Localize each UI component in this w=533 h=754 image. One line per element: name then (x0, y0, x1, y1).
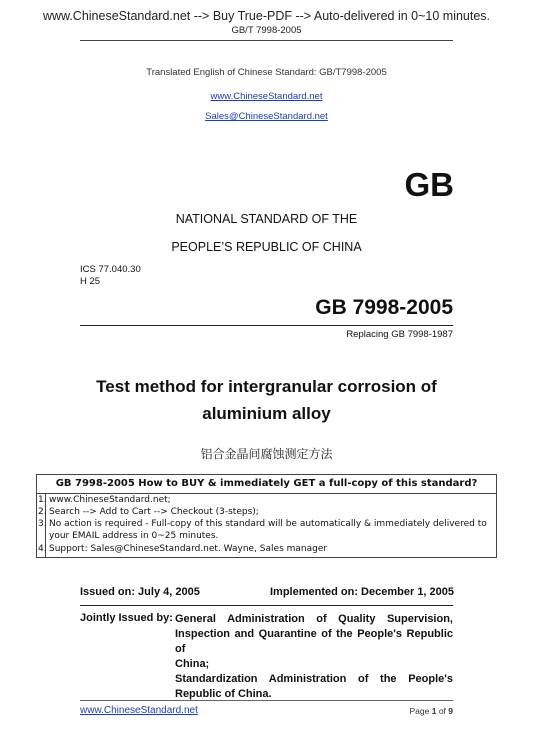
standard-divider (80, 325, 453, 326)
document-title-line2: aluminium alloy (202, 404, 331, 423)
replacing-note: Replacing GB 7998-1987 (346, 329, 453, 340)
page-prefix: Page (409, 706, 432, 716)
step-text: Support: Sales@ChineseStandard.net. Wayne, Sales manager (49, 544, 328, 554)
national-standard-line1: NATIONAL STANDARD OF THE (175, 212, 358, 226)
issuer-line: General Administration of Quality Supervision, (175, 613, 453, 625)
step-text: No action is required - Full-copy of this standard will be automatically & immediately delivered to (49, 519, 487, 529)
step-number: 2. (38, 507, 47, 517)
issuer-line: China; (175, 658, 210, 670)
issuer-text (175, 612, 453, 702)
page-total: 9 (448, 706, 453, 716)
header-divider (80, 40, 453, 41)
step-text[interactable]: www.ChineseStandard.net; (49, 495, 171, 505)
step-text: Search --> Add to Cart --> Checkout (3-steps); (49, 507, 259, 517)
step-text: your EMAIL address in 0~25 minutes. (49, 531, 219, 541)
gb-logo: GB (404, 166, 454, 203)
page-current: 1 (431, 706, 437, 716)
email-link-wrapper (0, 106, 533, 124)
h-code: H 25 (80, 276, 101, 287)
dates-divider (80, 605, 453, 606)
ics-code: ICS 77.040.30 (80, 264, 141, 275)
chinese-title: 铝合金晶间腐蚀测定方法 (200, 447, 333, 461)
buy-heading-divider (37, 493, 496, 494)
step-number: 1. (38, 495, 47, 505)
footer-website-link[interactable]: www.ChineseStandard.net (80, 705, 198, 716)
page-number (380, 706, 453, 716)
top-banner: www.ChineseStandard.net --> Buy True-PDF --> Auto-delivered in 0~10 minutes. (42, 9, 491, 23)
buy-heading: GB 7998-2005 How to BUY & immediately GET a full-copy of this standard? (55, 478, 478, 489)
email-link[interactable]: Sales@ChineseStandard.net (205, 111, 328, 122)
issued-date: Issued on: July 4, 2005 (80, 586, 200, 598)
implemented-date: Implemented on: December 1, 2005 (270, 586, 455, 598)
translation-note: Translated English of Chinese Standard: GB/T7998-2005 (146, 67, 387, 78)
header-standard-code: GB/T 7998-2005 (231, 25, 302, 36)
issuer-line: Inspection and Quarantine of the People's Republic of (175, 628, 453, 655)
website-link-wrapper (0, 86, 533, 104)
issuer-label: Jointly Issued by: (80, 612, 173, 624)
website-link[interactable]: www.ChineseStandard.net (210, 91, 323, 102)
issuer-line: Republic of China. (175, 688, 272, 700)
national-standard-line2: PEOPLE’S REPUBLIC OF CHINA (171, 240, 362, 254)
standard-number: GB 7998-2005 (315, 296, 453, 319)
buy-instructions-box (36, 474, 497, 558)
page-of: of (436, 706, 449, 716)
document-title-line1: Test method for intergranular corrosion of (96, 377, 437, 396)
step-number: 3. (38, 519, 47, 529)
step-number: 4. (38, 544, 47, 554)
issuer-line: Standardization Administration of the People's (175, 673, 453, 685)
footer-divider (80, 700, 453, 701)
